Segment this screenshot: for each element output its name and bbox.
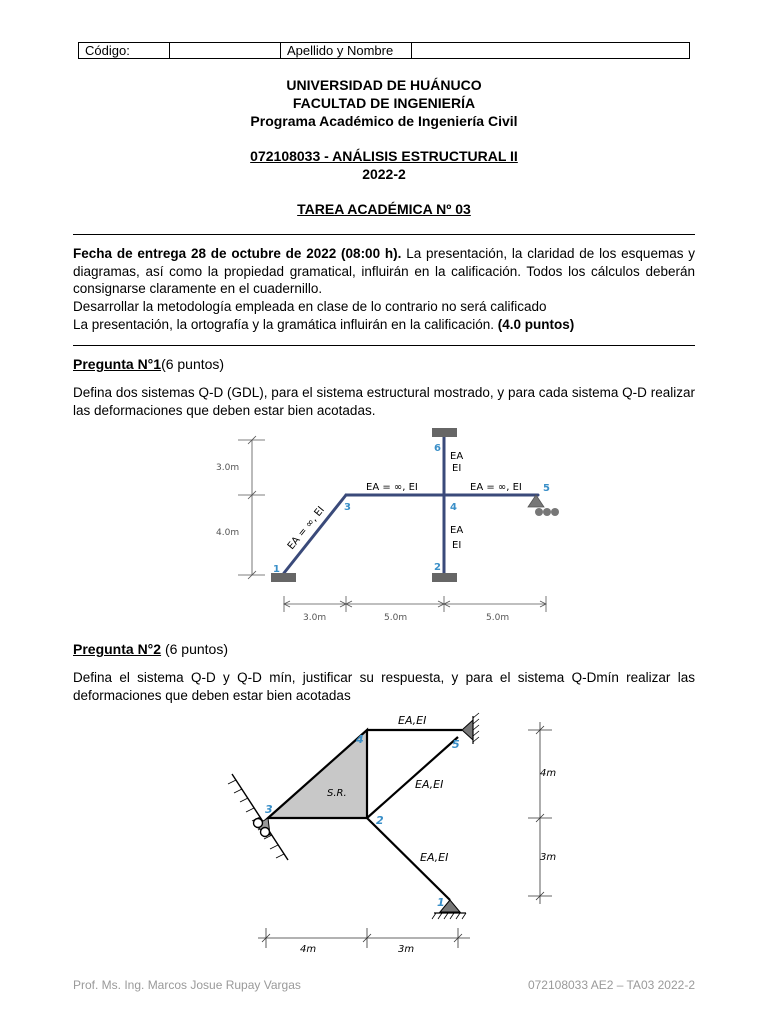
q1-points: (6 puntos) [161,356,225,372]
methodology-line: Desarrollar la metodología empleada en clase de lo contrario no será calificado [73,299,547,314]
q2-node-3: 3 [265,803,273,816]
codigo-label: Código: [79,43,170,59]
instructions-body: La presentación, la claridad de los esquemas y diagramas, así como la propiedad gramatical, influirán en la calificación. Todos los cálculos deberán consignarse claramente en el cuadernillo. [73,246,696,296]
q2-dim-3m-horizontal: 3m [398,944,415,955]
codigo-field[interactable] [170,43,281,59]
divider-bottom [73,345,695,346]
q1-label-col-top-ea: EA [450,451,464,462]
q2-points: (6 puntos) [161,641,228,657]
grading-text: La presentación, la ortografía y la gramática influirán en la calificación. [73,317,498,332]
q1-label-col-bot-ea: EA [450,525,464,536]
q1-label-diagonal: EA = ∞, EI [285,504,327,552]
assignment-title: TAREA ACADÉMICA Nº 03 [297,201,471,217]
q1-heading [73,355,224,373]
q1-fixed-support-2 [432,573,457,582]
q1-structure-figure [200,424,580,629]
q1-label-beam-right: EA = ∞, EI [470,482,522,493]
q2-label-diag-down: EA,EI [420,851,449,864]
faculty-name: FACULTAD DE INGENIERÍA [292,95,476,111]
nombre-field[interactable] [412,43,690,59]
course-title: 072108033 - ANÁLISIS ESTRUCTURAL II [250,148,518,164]
q2-node-2: 2 [376,814,384,827]
q2-rigid-triangle [268,730,367,818]
q1-node-2: 2 [434,562,441,573]
footer-author: Prof. Ms. Ing. Marcos Josue Rupay Vargas [73,978,301,992]
q2-node-5: 5 [452,738,460,751]
q1-pin-support-5 [528,495,559,516]
q2-number: Pregunta N°2 [73,641,162,657]
q2-member-diag-up [367,737,458,818]
q1-node-5: 5 [543,483,550,494]
program-name: Programa Académico de Ingeniería Civil [250,113,518,129]
grading-points: (4.0 puntos) [497,317,575,332]
q1-dim-5m-horizontal-2: 5.0m [486,613,510,623]
q2-pin-support-5 [462,713,479,744]
header-table [78,42,690,59]
q1-dim-4m-vertical: 4.0m [216,528,240,538]
q1-node-3: 3 [344,502,351,513]
q1-label-beam-left: EA = ∞, EI [366,482,418,493]
q2-heading [73,640,228,658]
divider-top [73,234,695,235]
q2-structure-figure [220,705,580,960]
q2-label-sr: S.R. [327,788,347,799]
q1-number: Pregunta N°1 [73,356,162,372]
q1-node-6: 6 [434,443,441,454]
q1-dim-5m-horizontal-1: 5.0m [384,613,408,623]
q2-dim-4m-vertical: 4m [540,768,557,779]
deadline-text: Fecha de entrega 28 de octubre de 2022 (08:00 h). [73,246,402,261]
q2-node-4: 4 [356,733,364,746]
footer-code: 072108033 AE2 – TA03 2022-2 [527,978,695,992]
q1-dim-3m-vertical: 3.0m [216,463,240,473]
q1-fixed-support-6 [432,428,457,437]
q2-label-diag-up: EA,EI [415,778,444,791]
q1-node-1: 1 [273,564,280,575]
q1-node-4: 4 [450,502,457,513]
instructions-paragraph [73,245,695,298]
nombre-label: Apellido y Nombre [281,43,412,59]
q2-dim-4m-horizontal: 4m [300,944,317,955]
q2-dim-3m-vertical: 3m [540,852,557,863]
q1-dim-3m-horizontal: 3.0m [303,613,327,623]
q1-label-col-top-ei: EI [452,463,462,474]
q1-label-col-bot-ei: EI [452,540,462,551]
q2-node-1: 1 [437,896,445,909]
q2-text: Defina el sistema Q-D y Q-D mín, justificar su respuesta, y para el sistema Q-Dmín realizar las deformaciones que deben estar bien acotadas [73,670,695,703]
term: 2022-2 [362,166,406,182]
q1-member-diagonal [284,495,346,573]
q1-text: Defina dos sistemas Q-D (GDL), para el sistema estructural mostrado, y para cada sistema Q-D realizar las deformaciones que deben estar bien acotadas. [73,385,695,418]
university-name: UNIVERSIDAD DE HUÁNUCO [286,77,482,93]
grading-line [73,316,695,334]
q2-label-top: EA,EI [398,714,427,727]
